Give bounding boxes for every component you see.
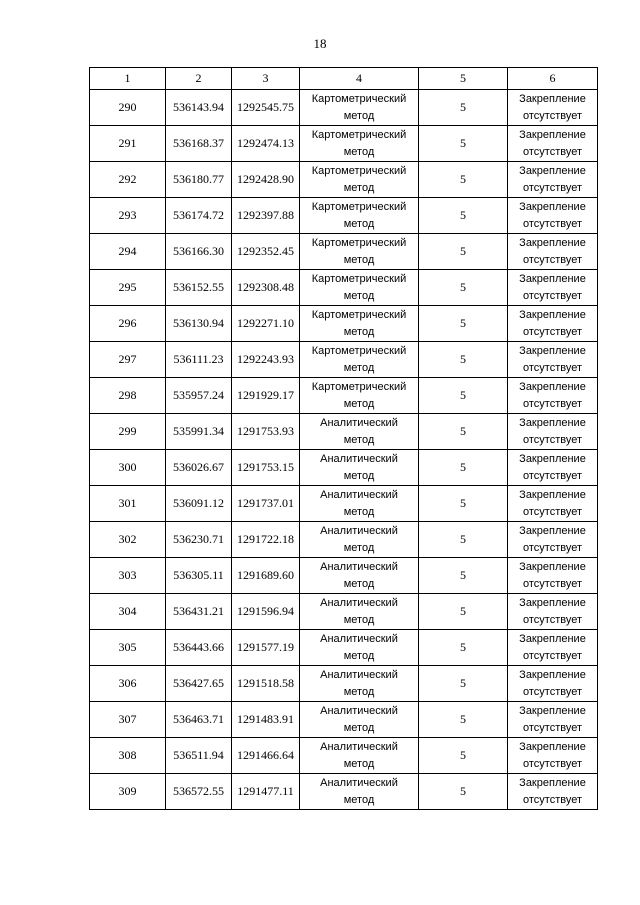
y-coordinate-cell: 1292474.13: [232, 126, 300, 162]
fixing-line: отсутствует: [522, 649, 582, 662]
x-coordinate-cell: 536174.72: [166, 198, 232, 234]
method-line: Картометрический: [311, 164, 407, 177]
header-cell: 2: [166, 68, 232, 90]
table-row: [90, 594, 598, 630]
fixing-cell: [508, 522, 598, 558]
y-coordinate-cell: 1292243.93: [232, 342, 300, 378]
fixing-cell: [508, 594, 598, 630]
point-number-cell: 295: [90, 270, 166, 306]
header-cell: 3: [232, 68, 300, 90]
fixing-line: Закрепление: [519, 776, 586, 789]
fixing-line: Закрепление: [519, 524, 586, 537]
method-line: метод: [343, 181, 375, 194]
method-line: Аналитический: [320, 452, 398, 465]
fixing-line: отсутствует: [522, 721, 582, 734]
fixing-cell: [508, 90, 598, 126]
point-number-cell: 309: [90, 774, 166, 810]
method-cell: [300, 126, 419, 162]
method-line: метод: [343, 361, 375, 374]
accuracy-cell: 5: [419, 558, 508, 594]
y-coordinate-cell: 1292271.10: [232, 306, 300, 342]
x-coordinate-cell: 536091.12: [166, 486, 232, 522]
method-line: метод: [343, 541, 375, 554]
fixing-line: отсутствует: [522, 757, 582, 770]
fixing-line: отсутствует: [522, 505, 582, 518]
method-line: метод: [343, 397, 375, 410]
method-line: метод: [343, 145, 375, 158]
method-line: Картометрический: [311, 272, 407, 285]
method-line: метод: [343, 469, 375, 482]
x-coordinate-cell: 536168.37: [166, 126, 232, 162]
accuracy-cell: 5: [419, 126, 508, 162]
method-line: Аналитический: [320, 524, 398, 537]
fixing-line: Закрепление: [519, 344, 586, 357]
table-row: [90, 270, 598, 306]
table-row: [90, 342, 598, 378]
y-coordinate-cell: 1291483.91: [232, 702, 300, 738]
table-row: [90, 774, 598, 810]
x-coordinate-cell: 536572.55: [166, 774, 232, 810]
fixing-cell: [508, 414, 598, 450]
method-line: Картометрический: [311, 344, 407, 357]
table-row: [90, 522, 598, 558]
coordinates-table: [89, 67, 598, 810]
fixing-line: Закрепление: [519, 488, 586, 501]
fixing-line: отсутствует: [522, 685, 582, 698]
method-line: Аналитический: [320, 704, 398, 717]
accuracy-cell: 5: [419, 666, 508, 702]
fixing-line: отсутствует: [522, 253, 582, 266]
method-line: метод: [343, 289, 375, 302]
fixing-cell: [508, 126, 598, 162]
y-coordinate-cell: 1291689.60: [232, 558, 300, 594]
method-line: Аналитический: [320, 488, 398, 501]
fixing-cell: [508, 378, 598, 414]
method-cell: [300, 378, 419, 414]
fixing-cell: [508, 234, 598, 270]
x-coordinate-cell: 536427.65: [166, 666, 232, 702]
header-cell: 1: [90, 68, 166, 90]
method-line: метод: [343, 721, 375, 734]
method-line: Аналитический: [320, 668, 398, 681]
fixing-cell: [508, 738, 598, 774]
y-coordinate-cell: 1292308.48: [232, 270, 300, 306]
x-coordinate-cell: 536511.94: [166, 738, 232, 774]
y-coordinate-cell: 1292545.75: [232, 90, 300, 126]
y-coordinate-cell: 1291753.15: [232, 450, 300, 486]
fixing-cell: [508, 630, 598, 666]
fixing-line: Закрепление: [519, 740, 586, 753]
method-line: метод: [343, 325, 375, 338]
method-cell: [300, 234, 419, 270]
fixing-cell: [508, 306, 598, 342]
method-line: Аналитический: [320, 632, 398, 645]
x-coordinate-cell: 536026.67: [166, 450, 232, 486]
y-coordinate-cell: 1291577.19: [232, 630, 300, 666]
point-number-cell: 305: [90, 630, 166, 666]
method-line: метод: [343, 757, 375, 770]
accuracy-cell: 5: [419, 342, 508, 378]
fixing-line: отсутствует: [522, 469, 582, 482]
method-line: метод: [343, 649, 375, 662]
fixing-cell: [508, 702, 598, 738]
fixing-line: Закрепление: [519, 200, 586, 213]
method-line: Аналитический: [320, 776, 398, 789]
fixing-line: отсутствует: [522, 613, 582, 626]
x-coordinate-cell: 535957.24: [166, 378, 232, 414]
accuracy-cell: 5: [419, 414, 508, 450]
fixing-line: отсутствует: [522, 289, 582, 302]
header-cell: 5: [419, 68, 508, 90]
table-row: [90, 450, 598, 486]
method-line: Аналитический: [320, 596, 398, 609]
fixing-cell: [508, 198, 598, 234]
accuracy-cell: 5: [419, 162, 508, 198]
fixing-line: Закрепление: [519, 416, 586, 429]
method-cell: [300, 594, 419, 630]
x-coordinate-cell: 536130.94: [166, 306, 232, 342]
fixing-line: Закрепление: [519, 236, 586, 249]
accuracy-cell: 5: [419, 522, 508, 558]
method-line: Аналитический: [320, 740, 398, 753]
point-number-cell: 303: [90, 558, 166, 594]
fixing-line: Закрепление: [519, 560, 586, 573]
x-coordinate-cell: 536180.77: [166, 162, 232, 198]
fixing-cell: [508, 774, 598, 810]
x-coordinate-cell: 536305.11: [166, 558, 232, 594]
method-cell: [300, 270, 419, 306]
method-line: метод: [343, 109, 375, 122]
point-number-cell: 291: [90, 126, 166, 162]
table-row: [90, 558, 598, 594]
fixing-line: Закрепление: [519, 704, 586, 717]
fixing-cell: [508, 558, 598, 594]
method-line: Картометрический: [311, 92, 407, 105]
fixing-line: отсутствует: [522, 793, 582, 806]
y-coordinate-cell: 1291477.11: [232, 774, 300, 810]
point-number-cell: 293: [90, 198, 166, 234]
fixing-line: Закрепление: [519, 272, 586, 285]
fixing-cell: [508, 270, 598, 306]
x-coordinate-cell: 536143.94: [166, 90, 232, 126]
fixing-line: отсутствует: [522, 325, 582, 338]
fixing-line: Закрепление: [519, 596, 586, 609]
fixing-line: отсутствует: [522, 397, 582, 410]
method-cell: [300, 306, 419, 342]
method-cell: [300, 702, 419, 738]
accuracy-cell: 5: [419, 774, 508, 810]
fixing-line: Закрепление: [519, 308, 586, 321]
method-cell: [300, 558, 419, 594]
method-line: метод: [343, 577, 375, 590]
method-line: Картометрический: [311, 380, 407, 393]
y-coordinate-cell: 1291722.18: [232, 522, 300, 558]
method-cell: [300, 414, 419, 450]
table-row: [90, 666, 598, 702]
table-row: [90, 486, 598, 522]
x-coordinate-cell: 536431.21: [166, 594, 232, 630]
fixing-line: отсутствует: [522, 541, 582, 554]
point-number-cell: 294: [90, 234, 166, 270]
table-row: [90, 306, 598, 342]
y-coordinate-cell: 1291737.01: [232, 486, 300, 522]
method-cell: [300, 666, 419, 702]
fixing-cell: [508, 666, 598, 702]
method-line: метод: [343, 613, 375, 626]
method-line: Картометрический: [311, 308, 407, 321]
method-cell: [300, 738, 419, 774]
fixing-line: Закрепление: [519, 452, 586, 465]
point-number-cell: 302: [90, 522, 166, 558]
method-cell: [300, 774, 419, 810]
fixing-cell: [508, 342, 598, 378]
table-row: [90, 630, 598, 666]
x-coordinate-cell: 536166.30: [166, 234, 232, 270]
method-line: Картометрический: [311, 236, 407, 249]
point-number-cell: 297: [90, 342, 166, 378]
method-line: метод: [343, 505, 375, 518]
fixing-cell: [508, 486, 598, 522]
method-line: метод: [343, 793, 375, 806]
method-line: Картометрический: [311, 128, 407, 141]
point-number-cell: 304: [90, 594, 166, 630]
accuracy-cell: 5: [419, 486, 508, 522]
fixing-line: отсутствует: [522, 181, 582, 194]
accuracy-cell: 5: [419, 90, 508, 126]
accuracy-cell: 5: [419, 378, 508, 414]
table-row: [90, 126, 598, 162]
fixing-line: отсутствует: [522, 577, 582, 590]
y-coordinate-cell: 1291929.17: [232, 378, 300, 414]
point-number-cell: 306: [90, 666, 166, 702]
table-row: [90, 198, 598, 234]
accuracy-cell: 5: [419, 738, 508, 774]
method-cell: [300, 342, 419, 378]
fixing-line: отсутствует: [522, 109, 582, 122]
method-cell: [300, 162, 419, 198]
table-row: [90, 702, 598, 738]
x-coordinate-cell: 536152.55: [166, 270, 232, 306]
accuracy-cell: 5: [419, 702, 508, 738]
point-number-cell: 307: [90, 702, 166, 738]
method-cell: [300, 522, 419, 558]
fixing-line: отсутствует: [522, 433, 582, 446]
method-cell: [300, 486, 419, 522]
table-row: [90, 414, 598, 450]
x-coordinate-cell: 536230.71: [166, 522, 232, 558]
table-row: [90, 738, 598, 774]
point-number-cell: 290: [90, 90, 166, 126]
method-line: метод: [343, 685, 375, 698]
y-coordinate-cell: 1291518.58: [232, 666, 300, 702]
y-coordinate-cell: 1291753.93: [232, 414, 300, 450]
header-cell: 6: [508, 68, 598, 90]
method-line: Картометрический: [311, 200, 407, 213]
accuracy-cell: 5: [419, 198, 508, 234]
x-coordinate-cell: 536443.66: [166, 630, 232, 666]
method-line: метод: [343, 217, 375, 230]
fixing-line: Закрепление: [519, 164, 586, 177]
method-cell: [300, 630, 419, 666]
fixing-line: Закрепление: [519, 380, 586, 393]
y-coordinate-cell: 1292428.90: [232, 162, 300, 198]
accuracy-cell: 5: [419, 270, 508, 306]
x-coordinate-cell: 535991.34: [166, 414, 232, 450]
method-cell: [300, 198, 419, 234]
accuracy-cell: 5: [419, 630, 508, 666]
point-number-cell: 301: [90, 486, 166, 522]
point-number-cell: 292: [90, 162, 166, 198]
y-coordinate-cell: 1292397.88: [232, 198, 300, 234]
table-body: [90, 90, 598, 810]
fixing-line: отсутствует: [522, 145, 582, 158]
fixing-line: Закрепление: [519, 632, 586, 645]
accuracy-cell: 5: [419, 306, 508, 342]
point-number-cell: 296: [90, 306, 166, 342]
point-number-cell: 299: [90, 414, 166, 450]
table-row: [90, 90, 598, 126]
fixing-line: Закрепление: [519, 128, 586, 141]
table-row: [90, 378, 598, 414]
fixing-cell: [508, 162, 598, 198]
page-number: 18: [313, 36, 327, 51]
method-line: Аналитический: [320, 560, 398, 573]
method-cell: [300, 90, 419, 126]
point-number-cell: 298: [90, 378, 166, 414]
table-header: [90, 68, 598, 90]
y-coordinate-cell: 1291596.94: [232, 594, 300, 630]
fixing-cell: [508, 450, 598, 486]
y-coordinate-cell: 1292352.45: [232, 234, 300, 270]
method-line: метод: [343, 433, 375, 446]
point-number-cell: 308: [90, 738, 166, 774]
fixing-line: Закрепление: [519, 668, 586, 681]
header-cell: 4: [300, 68, 419, 90]
fixing-line: отсутствует: [522, 217, 582, 230]
x-coordinate-cell: 536111.23: [166, 342, 232, 378]
fixing-line: Закрепление: [519, 92, 586, 105]
accuracy-cell: 5: [419, 594, 508, 630]
method-line: метод: [343, 253, 375, 266]
method-line: Аналитический: [320, 416, 398, 429]
method-cell: [300, 450, 419, 486]
accuracy-cell: 5: [419, 450, 508, 486]
point-number-cell: 300: [90, 450, 166, 486]
y-coordinate-cell: 1291466.64: [232, 738, 300, 774]
accuracy-cell: 5: [419, 234, 508, 270]
header-row: [90, 68, 598, 90]
table-row: [90, 234, 598, 270]
fixing-line: отсутствует: [522, 361, 582, 374]
table-row: [90, 162, 598, 198]
x-coordinate-cell: 536463.71: [166, 702, 232, 738]
